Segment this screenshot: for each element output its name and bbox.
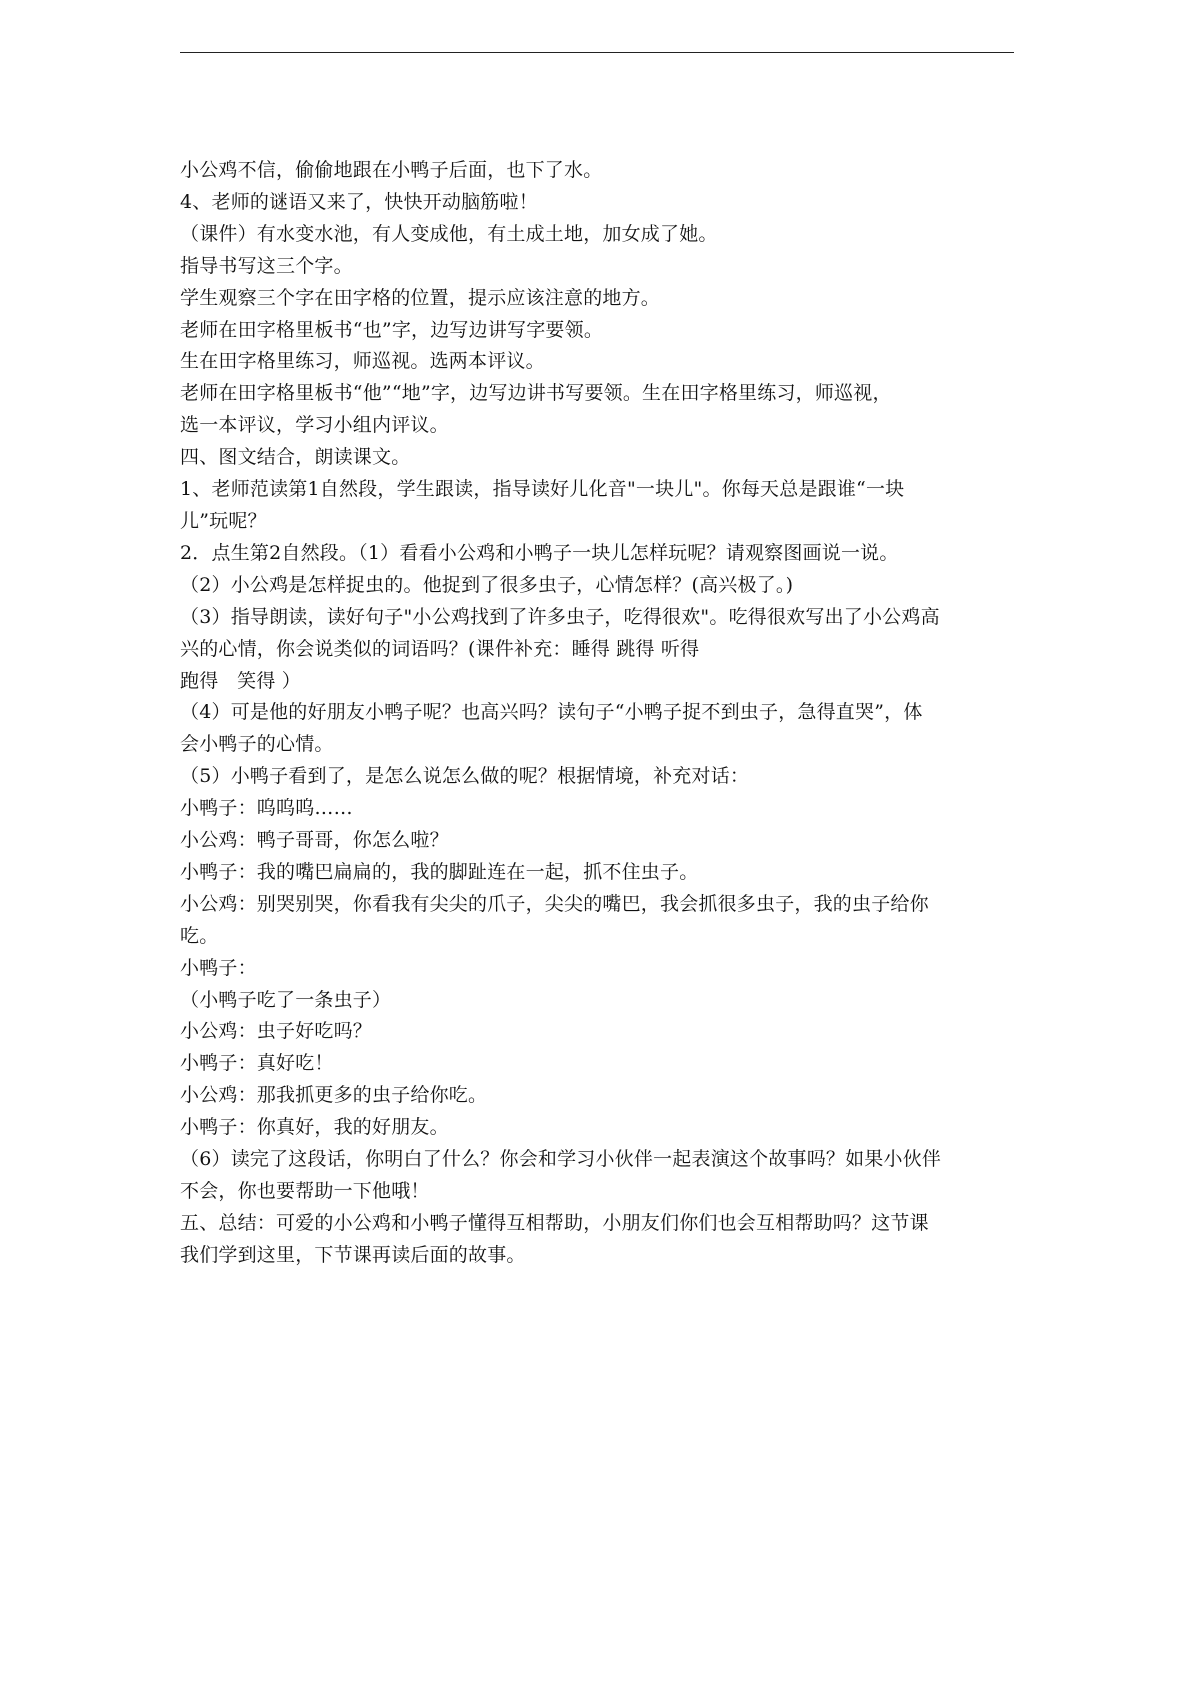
dialogue-line: 小公鸡：鸭子哥哥，你怎么啦？	[180, 829, 449, 852]
text-line: 老师在田字格里板书“他”“地”字，边写边讲书写要领。生在田字格里练习，师巡视，	[180, 382, 892, 405]
dialogue-line: 小鸭子：我的嘴巴扁扁的，我的脚趾连在一起，抓不住虫子。	[180, 860, 699, 883]
section-heading: 五、总结：可爱的小公鸡和小鸭子懂得互相帮助，小朋友们你们也会互相帮助吗？这节课	[180, 1211, 929, 1234]
text-line: （课件）有水变水池，有人变成他，有土成土地，加女成了她。	[180, 222, 718, 245]
text-line: 老师在田字格里板书“也”字，边写边讲写字要领。	[180, 318, 604, 341]
dialogue-line: 小鸭子：真好吃！	[180, 1052, 334, 1075]
text-line: 会小鸭子的心情。	[180, 733, 334, 756]
text-line: （3）指导朗读，读好句子"小公鸡找到了许多虫子，吃得很欢"。吃得很欢写出了小公鸡高	[180, 605, 940, 628]
text-line: 我们学到这里，下节课再读后面的故事。	[180, 1243, 526, 1266]
dialogue-line: 小鸭子：	[180, 956, 257, 979]
text-line: 选一本评议，学习小组内评议。	[180, 414, 449, 437]
text-line: 小公鸡不信，偷偷地跟在小鸭子后面，也下了水。	[180, 159, 603, 181]
text-line: （6）读完了这段话，你明白了什么？你会和学习小伙伴一起表演这个故事吗？如果小伙伴	[180, 1148, 942, 1171]
text-line: （5）小鸭子看到了，是怎么说怎么做的呢？根据情境，补充对话：	[180, 765, 750, 788]
text-line: 指导书写这三个字。	[180, 254, 353, 277]
dialogue-line: 吃。	[180, 924, 219, 947]
text-line: 4、老师的谜语又来了，快快开动脑筋啦！	[180, 190, 538, 213]
dialogue-line: 小公鸡：别哭别哭，你看我有尖尖的爪子，尖尖的嘴巴，我会抓很多虫子，我的虫子给你	[180, 892, 929, 915]
text-line: 跑得 笑得 ）	[180, 669, 301, 692]
text-line: （4）可是他的好朋友小鸭子呢？也高兴吗？读句子“小鸭子捉不到虫子，急得直哭”，体	[180, 701, 923, 724]
document-body	[180, 155, 1020, 1272]
text-line: 2．点生第2自然段。（1）看看小公鸡和小鸭子一块儿怎样玩呢？请观察图画说一说。	[180, 541, 899, 564]
dialogue-line: 小公鸡：虫子好吃吗？	[180, 1020, 373, 1043]
dialogue-line: 小鸭子：呜呜呜……	[180, 797, 353, 820]
dialogue-line: 小鸭子：你真好，我的好朋友。	[180, 1116, 449, 1139]
header-rule	[180, 52, 1014, 53]
text-line: 不会，你也要帮助一下他哦！	[180, 1180, 430, 1202]
text-line: 儿”玩呢？	[180, 509, 267, 532]
dialogue-line: 小公鸡：那我抓更多的虫子给你吃。	[180, 1084, 488, 1107]
section-heading: 四、图文结合，朗读课文。	[180, 446, 411, 469]
dialogue-line: （小鸭子吃了一条虫子）	[180, 988, 392, 1011]
text-line: 学生观察三个字在田字格的位置，提示应该注意的地方。	[180, 286, 661, 309]
text-line: （2）小公鸡是怎样捉虫的。他捉到了很多虫子，心情怎样？(高兴极了。)	[180, 573, 794, 596]
text-line: 兴的心情，你会说类似的词语吗？(课件补充：睡得 跳得 听得	[180, 637, 700, 660]
text-line: 生在田字格里练习，师巡视。选两本评议。	[180, 350, 545, 373]
text-line: 1、老师范读第1自然段，学生跟读，指导读好儿化音"一块儿"。你每天总是跟谁“一块	[180, 478, 905, 501]
